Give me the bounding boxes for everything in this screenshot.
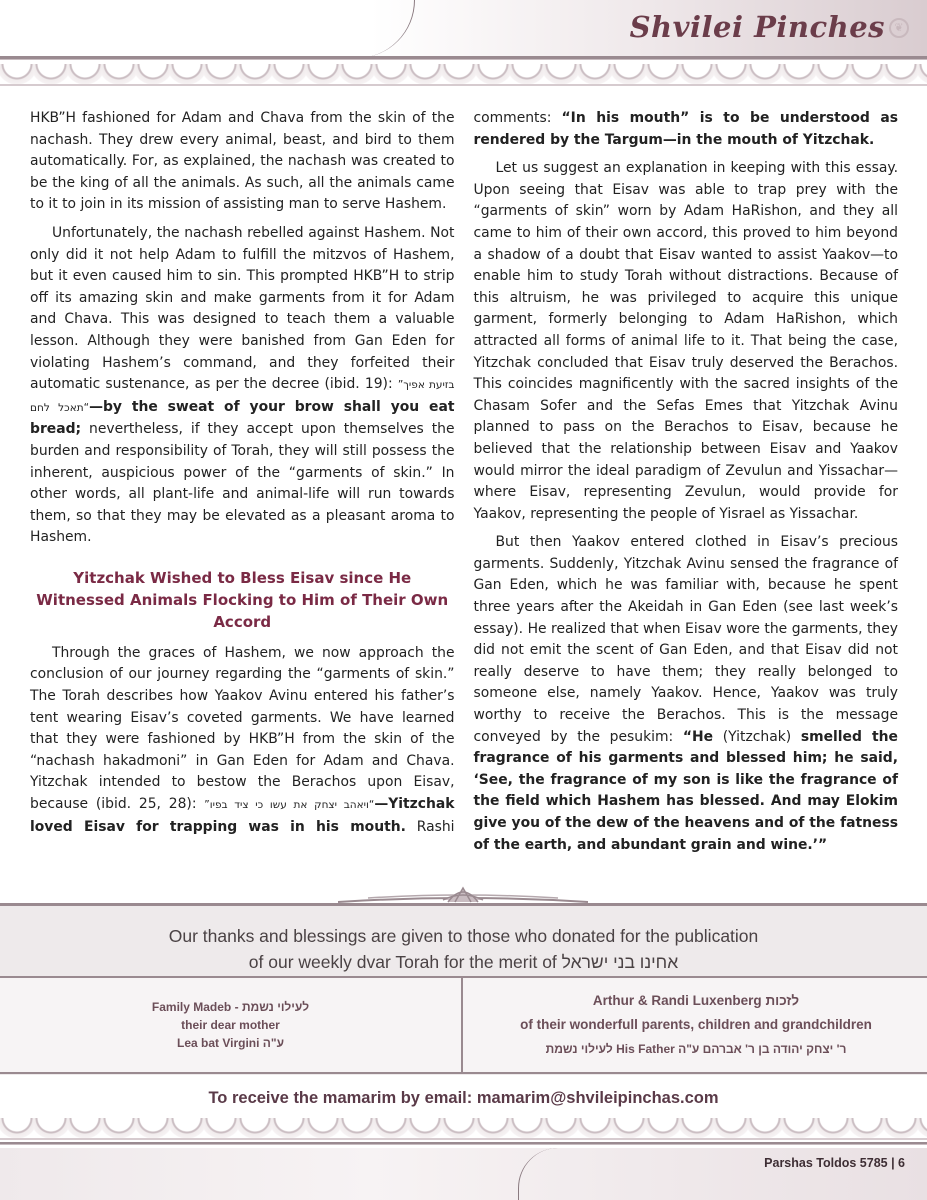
footer-rule: [0, 1142, 927, 1145]
decorative-curve: [518, 1148, 558, 1200]
paragraph: [30, 223, 455, 549]
text-run: Rashi comments:: [405, 110, 562, 835]
bold-text: “In his mouth” is to be understood as rendered by the Targum—in the mouth of Yitzchak.: [473, 110, 898, 148]
thanks-line: of our weekly dvar Torah for the merit of אחינו בני ישראל: [248, 952, 679, 972]
header-rule: [0, 56, 927, 60]
donors-box: [0, 903, 927, 1075]
bold-text: smelled the fragrance of his garments and blessed him; he said, ‘See, the fragrance of my son is like the fragrance of the field which Hashem has blessed. And may Elokim give you of the dew of the heavens and of the fatness of the earth, and abundant grain and wine.’”: [473, 728, 898, 853]
bold-text: —by the sweat of your brow shall you eat bread;: [30, 398, 455, 438]
bold-text: “He: [682, 728, 714, 745]
text-run: nevertheless, if they accept upon themselves the burden and responsibility of Torah, they will still possess the inherent, auspicious power of the “garments of skin.” In other words, all plant-life and animal-life will run towards them, so that they may be elevated as a pleasant aroma to Hashem.: [30, 421, 455, 546]
footer-band: [0, 1148, 927, 1200]
dedication-line: their dear mother: [181, 1018, 280, 1032]
paragraph: [30, 108, 455, 216]
header-ornament-border: [0, 64, 927, 86]
logo-icon: ❦: [889, 18, 909, 38]
dedication-line: Family Madeb - לעילוי נשמת: [151, 1000, 310, 1014]
hebrew-quote: ”בזיעת אפיך תאכל לחם“: [30, 379, 455, 414]
dedication-line: of their wonderfull parents, children and grandchildren: [520, 1017, 872, 1032]
decorative-curve: [355, 0, 415, 58]
section-heading: Yitzchak Wished to Bless Eisav since He Witnessed Animals Flocking to Him of Their Own Accord: [36, 568, 449, 631]
dedication-line: Arthur & Randi Luxenberg לזכות: [592, 993, 800, 1008]
text-run: (Yitzchak): [713, 728, 801, 745]
text-run: Unfortunately, the nachash rebelled against Hashem. Not only did it not help Adam to fulfill the mitzvos of Hashem, but it even caused him to sin. This prompted HKB”H to strip off its amazing skin and make garments from it for Adam and Chava. This was designed to teach them a valuable lesson. Although they were banished from Gan Eden for violating Hashem’s command, and they forfeited their automatic sustenance, as per the decree (ibid. 19):: [30, 224, 455, 393]
dedication-line: לעילוי נשמת His Father ר' יצחק יהודה בן ר' אברהם ע"ה: [545, 1042, 847, 1056]
thanks-line: Our thanks and blessings are given to those who donated for the publication: [168, 926, 759, 946]
text-run: Let us suggest an explanation in keeping with this essay. Upon seeing that Eisav was able to trap prey with the “garments of skin” worn by Adam HaRishon, and they all came to him of their own accord, this proved to him beyond a shadow of a doubt that Eisav wanted to assist Yaakov—to enable him to study Torah without distractions. Because of this altruism, he was privileged to acquire this unique garment, formerly belonging to Adam HaRishon, which attracted all forms of animal life to it. That being the case, Yitzchak concluded that Eisav truly deserved the Berachos. This coincides magnificently with the sacred insights of the Chasam Sofer and the Sefas Emes that Yitzchak Avinu planned to pass on the Berachos to Eisav, because he believed that the relationship between Eisav and Yaakov would mirror the ideal paradigm of Zevulun and Yissachar—where Eisav, representing Zevulun, would provide for Yaakov, representing the people of Yisrael as Yissachar.: [473, 160, 898, 522]
paragraph: [474, 532, 899, 856]
dedication-line: Lea bat Virgini ע"ה: [176, 1036, 285, 1050]
article-body: [30, 108, 898, 878]
publication-title: Shvilei Pinches: [629, 10, 885, 44]
text-run: HKB”H fashioned for Adam and Chava from the skin of the nachash. They drew every animal, beast, and bird to them automatically. For, as explained, the nachash was created to be the king of all the animals. As such, all the animals came to it to join in its mission of assisting man to serve Hashem.: [30, 110, 455, 213]
page-number: Parshas Toldos 5785 | 6: [764, 1156, 905, 1170]
footer-ornament-border: [0, 1118, 927, 1140]
text-run: Through the graces of Hashem, we now approach the conclusion of our journey regarding the “garments of skin.” The Torah describes how Yaakov Avinu entered his father’s tent wearing Eisav’s coveted garments. We have learned that they were fashioned by HKB”H from the skin of the “nachash hakadmoni” in Gan Eden for Adam and Chava. Yitzchak intended to bestow the Berachos upon Eisav, because (ibid. 25, 28):: [30, 644, 455, 813]
email-subscribe-text: To receive the mamarim by email: mamarim@shvileipinchas.com: [208, 1089, 719, 1107]
header-band: [0, 0, 927, 58]
paragraph: [474, 158, 899, 525]
thanks-text: [0, 923, 927, 975]
bold-text: —Yitzchak loved Eisav for trapping was in his mouth.: [30, 796, 455, 835]
text-run: But then Yaakov entered clothed in Eisav’s precious garments. Suddenly, Yitzchak Avinu sensed the fragrance of Gan Eden, which he was familiar with, because he spent three years after the Akeidah in Gan Eden (see last week’s essay). He realized that when Eisav wore the garments, they did not emit the scent of Gan Eden, and that Eisav did not really deserve to have them; they really belonged to someone else, namely Yaakov. Hence, Yaakov was truly worthy to receive the Berachos. This is the message conveyed by the pesukim:: [473, 534, 898, 745]
hebrew-quote: ”ויאהב יצחק את עשו כי ציד בפיו“: [204, 799, 375, 812]
dedication-left: [0, 978, 463, 1072]
dedications-row: [0, 976, 927, 1074]
ornament-icon: [338, 886, 588, 904]
dedication-right: [465, 978, 927, 1072]
